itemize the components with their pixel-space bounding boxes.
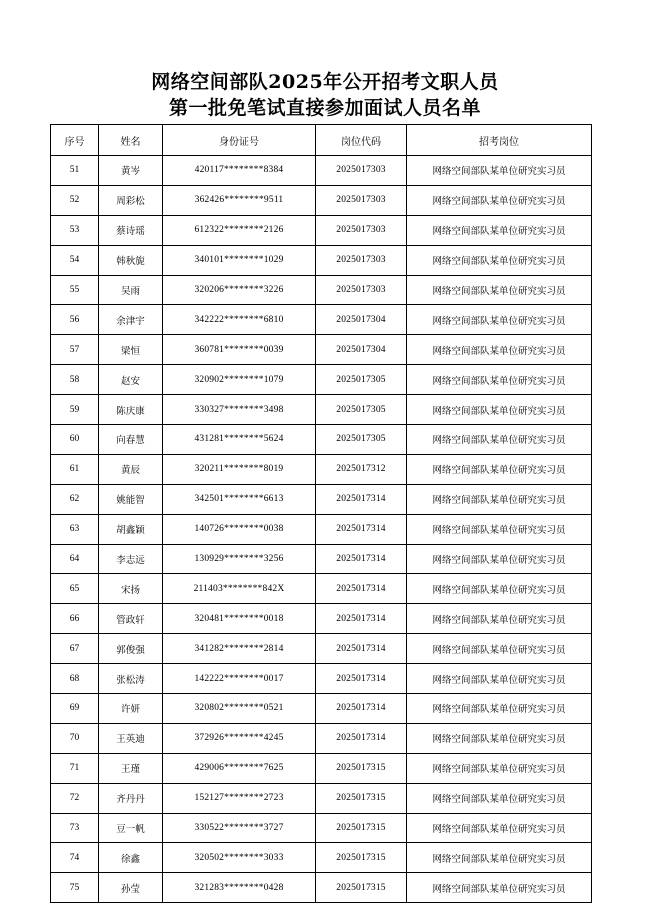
table-header-row [51, 125, 592, 156]
cell-id-number: 341282********2814 [163, 634, 316, 664]
cell-position: 网络空间部队某单位研究实习员 [407, 215, 592, 245]
cell-name: 郭俊强 [99, 634, 163, 664]
cell-position: 网络空间部队某单位研究实习员 [407, 574, 592, 604]
cell-seq: 52 [51, 185, 99, 215]
cell-position-code: 2025017304 [316, 305, 407, 335]
cell-seq: 58 [51, 365, 99, 395]
cell-name: 余津宇 [99, 305, 163, 335]
cell-seq: 51 [51, 156, 99, 186]
table-row [51, 544, 592, 574]
table-row [51, 365, 592, 395]
cell-position: 网络空间部队某单位研究实习员 [407, 245, 592, 275]
cell-id-number: 342501********6613 [163, 484, 316, 514]
cell-seq: 55 [51, 275, 99, 305]
table-row [51, 873, 592, 903]
cell-name: 姚能智 [99, 484, 163, 514]
cell-seq: 63 [51, 514, 99, 544]
cell-seq: 72 [51, 783, 99, 813]
cell-name: 王瑾 [99, 753, 163, 783]
cell-seq: 64 [51, 544, 99, 574]
table-row [51, 395, 592, 425]
cell-id-number: 152127********2723 [163, 783, 316, 813]
document-title-line1: 网络空间部队2025年公开招考文职人员 [151, 71, 499, 93]
table-row [51, 185, 592, 215]
cell-position: 网络空间部队某单位研究实习员 [407, 664, 592, 694]
table-row [51, 604, 592, 634]
cell-position-code: 2025017305 [316, 365, 407, 395]
cell-id-number: 342222********6810 [163, 305, 316, 335]
cell-id-number: 320206********3226 [163, 275, 316, 305]
cell-seq: 74 [51, 843, 99, 873]
cell-id-number: 431281********5624 [163, 425, 316, 455]
cell-position: 网络空间部队某单位研究实习员 [407, 305, 592, 335]
table-row [51, 305, 592, 335]
cell-position-code: 2025017315 [316, 783, 407, 813]
cell-position-code: 2025017303 [316, 185, 407, 215]
cell-position: 网络空间部队某单位研究实习员 [407, 156, 592, 186]
cell-seq: 68 [51, 664, 99, 694]
cell-position-code: 2025017314 [316, 484, 407, 514]
cell-id-number: 362426********9511 [163, 185, 316, 215]
cell-seq: 59 [51, 395, 99, 425]
cell-seq: 60 [51, 425, 99, 455]
header-position: 招考岗位 [407, 125, 592, 156]
cell-position-code: 2025017314 [316, 544, 407, 574]
cell-name: 宋扬 [99, 574, 163, 604]
cell-seq: 70 [51, 723, 99, 753]
cell-name: 齐丹丹 [99, 783, 163, 813]
cell-name: 李志远 [99, 544, 163, 574]
header-name: 姓名 [99, 125, 163, 156]
cell-seq: 61 [51, 454, 99, 484]
candidate-table [50, 124, 592, 903]
cell-position: 网络空间部队某单位研究实习员 [407, 484, 592, 514]
cell-seq: 66 [51, 604, 99, 634]
table-row [51, 783, 592, 813]
cell-id-number: 320481********0018 [163, 604, 316, 634]
table-row [51, 514, 592, 544]
cell-name: 吴雨 [99, 275, 163, 305]
cell-position: 网络空间部队某单位研究实习员 [407, 544, 592, 574]
cell-id-number: 320802********0521 [163, 694, 316, 724]
cell-seq: 65 [51, 574, 99, 604]
table-row [51, 634, 592, 664]
cell-name: 黄岑 [99, 156, 163, 186]
cell-position-code: 2025017314 [316, 664, 407, 694]
cell-name: 管政轩 [99, 604, 163, 634]
cell-position-code: 2025017314 [316, 514, 407, 544]
cell-id-number: 321283********0428 [163, 873, 316, 903]
cell-position-code: 2025017315 [316, 753, 407, 783]
cell-position: 网络空间部队某单位研究实习员 [407, 634, 592, 664]
cell-position-code: 2025017315 [316, 843, 407, 873]
cell-position-code: 2025017314 [316, 574, 407, 604]
cell-position-code: 2025017303 [316, 156, 407, 186]
cell-seq: 73 [51, 813, 99, 843]
table-row [51, 753, 592, 783]
cell-name: 韩秋旎 [99, 245, 163, 275]
header-id-number: 身份证号 [163, 125, 316, 156]
cell-id-number: 429006********7625 [163, 753, 316, 783]
cell-id-number: 420117********8384 [163, 156, 316, 186]
cell-id-number: 140726********0038 [163, 514, 316, 544]
cell-id-number: 130929********3256 [163, 544, 316, 574]
table-row [51, 215, 592, 245]
table-row [51, 723, 592, 753]
cell-position: 网络空间部队某单位研究实习员 [407, 753, 592, 783]
cell-id-number: 612322********2126 [163, 215, 316, 245]
cell-position-code: 2025017305 [316, 425, 407, 455]
header-seq: 序号 [51, 125, 99, 156]
cell-position-code: 2025017304 [316, 335, 407, 365]
cell-id-number: 360781********0039 [163, 335, 316, 365]
cell-seq: 67 [51, 634, 99, 664]
cell-seq: 71 [51, 753, 99, 783]
cell-name: 胡鑫颖 [99, 514, 163, 544]
cell-position: 网络空间部队某单位研究实习员 [407, 395, 592, 425]
cell-seq: 75 [51, 873, 99, 903]
cell-position-code: 2025017305 [316, 395, 407, 425]
cell-position-code: 2025017314 [316, 723, 407, 753]
cell-position: 网络空间部队某单位研究实习员 [407, 723, 592, 753]
cell-position: 网络空间部队某单位研究实习员 [407, 813, 592, 843]
cell-position: 网络空间部队某单位研究实习员 [407, 454, 592, 484]
cell-position: 网络空间部队某单位研究实习员 [407, 335, 592, 365]
cell-id-number: 142222********0017 [163, 664, 316, 694]
cell-position: 网络空间部队某单位研究实习员 [407, 365, 592, 395]
cell-position: 网络空间部队某单位研究实习员 [407, 783, 592, 813]
cell-position: 网络空间部队某单位研究实习员 [407, 275, 592, 305]
cell-id-number: 320211********8019 [163, 454, 316, 484]
cell-name: 蔡诗瑶 [99, 215, 163, 245]
cell-name: 梁恒 [99, 335, 163, 365]
table-row [51, 454, 592, 484]
cell-name: 向春慧 [99, 425, 163, 455]
table-row [51, 843, 592, 873]
cell-name: 陈庆康 [99, 395, 163, 425]
cell-position: 网络空间部队某单位研究实习员 [407, 514, 592, 544]
cell-id-number: 320502********3033 [163, 843, 316, 873]
cell-position-code: 2025017303 [316, 215, 407, 245]
cell-position: 网络空间部队某单位研究实习员 [407, 604, 592, 634]
cell-name: 孙莹 [99, 873, 163, 903]
cell-position: 网络空间部队某单位研究实习员 [407, 694, 592, 724]
cell-name: 徐鑫 [99, 843, 163, 873]
cell-seq: 54 [51, 245, 99, 275]
cell-id-number: 211403********842X [163, 574, 316, 604]
cell-position: 网络空间部队某单位研究实习员 [407, 843, 592, 873]
cell-seq: 57 [51, 335, 99, 365]
cell-position-code: 2025017314 [316, 604, 407, 634]
cell-name: 赵安 [99, 365, 163, 395]
cell-position: 网络空间部队某单位研究实习员 [407, 425, 592, 455]
cell-name: 周彩松 [99, 185, 163, 215]
table-row [51, 156, 592, 186]
table-row [51, 335, 592, 365]
cell-name: 张松涛 [99, 664, 163, 694]
table-row [51, 425, 592, 455]
document-title-line2: 第一批免笔试直接参加面试人员名单 [168, 97, 481, 119]
cell-id-number: 320902********1079 [163, 365, 316, 395]
cell-position-code: 2025017312 [316, 454, 407, 484]
cell-id-number: 330327********3498 [163, 395, 316, 425]
cell-name: 豆一帆 [99, 813, 163, 843]
table-body [51, 156, 592, 903]
cell-id-number: 372926********4245 [163, 723, 316, 753]
header-position-code: 岗位代码 [316, 125, 407, 156]
table-row [51, 275, 592, 305]
cell-name: 王英迪 [99, 723, 163, 753]
cell-position-code: 2025017314 [316, 694, 407, 724]
cell-id-number: 330522********3727 [163, 813, 316, 843]
cell-seq: 62 [51, 484, 99, 514]
cell-position-code: 2025017315 [316, 873, 407, 903]
cell-position: 网络空间部队某单位研究实习员 [407, 873, 592, 903]
cell-position-code: 2025017315 [316, 813, 407, 843]
cell-id-number: 340101********1029 [163, 245, 316, 275]
table-row [51, 813, 592, 843]
cell-seq: 56 [51, 305, 99, 335]
cell-name: 黄辰 [99, 454, 163, 484]
table-row [51, 574, 592, 604]
cell-position: 网络空间部队某单位研究实习员 [407, 185, 592, 215]
table-row [51, 694, 592, 724]
table-row [51, 664, 592, 694]
cell-position-code: 2025017303 [316, 275, 407, 305]
table-row [51, 245, 592, 275]
cell-position-code: 2025017314 [316, 634, 407, 664]
cell-name: 许妍 [99, 694, 163, 724]
cell-seq: 69 [51, 694, 99, 724]
table-row [51, 484, 592, 514]
cell-seq: 53 [51, 215, 99, 245]
cell-position-code: 2025017303 [316, 245, 407, 275]
